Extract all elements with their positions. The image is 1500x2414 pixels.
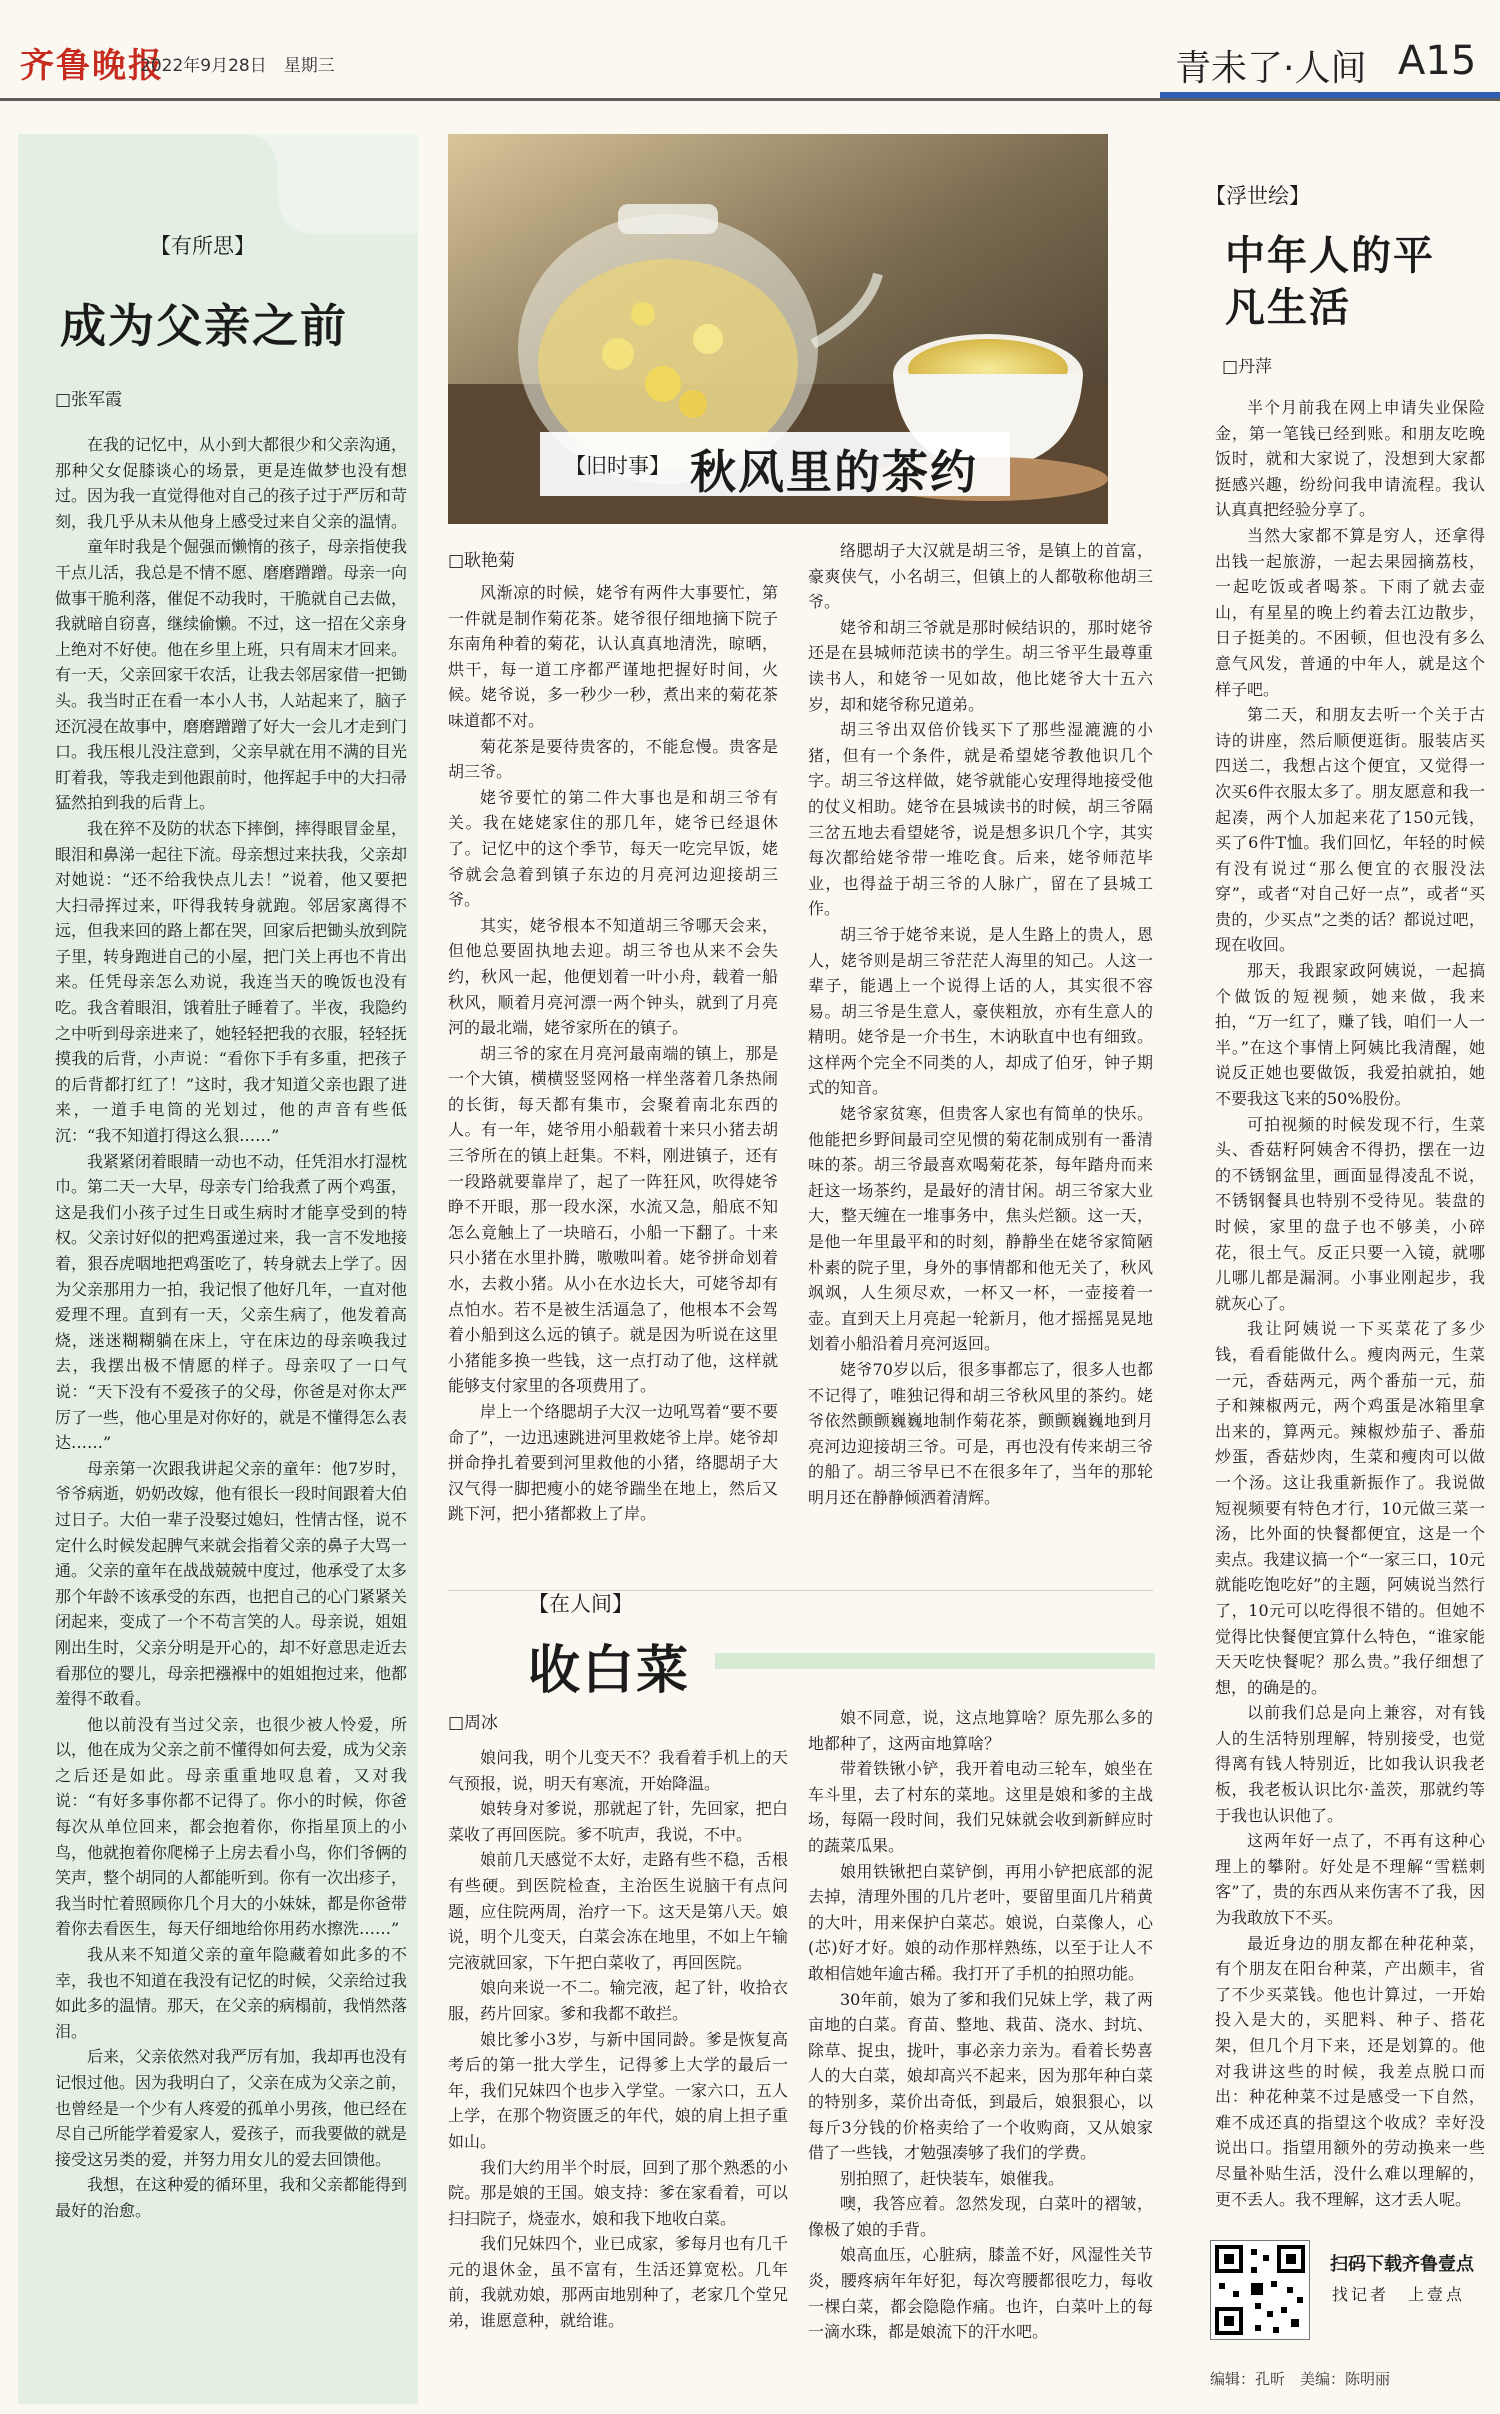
header-rule <box>0 98 1500 101</box>
paragraph: 菊花茶是要待贵客的，不能怠慢。贵客是胡三爷。 <box>448 736 778 782</box>
paragraph: 娘转身对爹说，那就起了针，先回家，把白菜收了再回医院。爹不吭声，我说，不中。 <box>448 1799 788 1844</box>
paragraph: 我从来不知道父亲的童年隐藏着如此多的不幸，我也不知道在我没有记忆的时候，父亲给过我如此多的温情。那天，在父亲的病榻前，我悄然落泪。 <box>55 1945 408 2041</box>
paragraph: 母亲第一次跟我讲起父亲的童年：他7岁时，爷爷病逝，奶奶改嫁，他有很长一段时间跟着大伯过日子。大伯一辈子没娶过媳妇，性情古怪，说不定什么时候发起脾气来就会指着父亲的鼻子大骂一通。父亲的童年在战战兢兢中度过，他承受了太多那个年龄不该承受的东西，也把自己的心门紧紧关闭起来，变成了一个不苟言笑的人。母亲说，姐姐刚出生时，父亲分明是开心的，却不好意思走近去看那位的婴儿，母亲把襁褓中的姐姐抱过来，他都羞得不敢看。 <box>55 1458 408 1709</box>
paragraph: 第二天，和朋友去听一个关于古诗的讲座，然后顺便逛街。服装店买四送二，我想占这个便宜，又觉得一次买6件衣服太多了。朋友愿意和我一起凑，两个人加起来花了150元钱，买了6件T恤。我们回忆，年轻的时候有没有说过“那么便宜的衣服没法穿”，或者“对自己好一点”，或者“买贵的，少买点”之类的话？都说过吧，现在收回。 <box>1215 705 1485 955</box>
paragraph: 我们大约用半个时辰，回到了那个熟悉的小院。那是娘的王国。娘支持：爹在家看着，可以扫扫院子，烧壶水，娘和我下地收白菜。 <box>448 2157 788 2228</box>
paragraph: 可拍视频的时候发现不行，生菜头、香菇籽阿姨舍不得扔，摆在一边的不锈钢盆里，画面显得凌乱不说，不锈钢餐具也特别不受待见。装盘的时候，家里的盘子也不够美，小碎花，很土气。反正只要一入镜，就哪儿哪儿都是漏洞。小事业刚起步，我就灰心了。 <box>1215 1114 1485 1313</box>
paragraph: 娘比爹小3岁，与新中国同龄。爹是恢复高考后的第一批大学生，记得爹上大学的最后一年，我们兄妹四个也步入学堂。一家六口，五人上学，在那个物资匮乏的年代，娘的肩上担子重如山。 <box>448 2029 788 2151</box>
section-name: 青未了·人间 <box>1175 48 1367 89</box>
paragraph: 半个月前我在网上申请失业保险金，第一笔钱已经到账。和朋友吃晚饭时，就和大家说了，没想到大家都挺感兴趣，纷纷问我申请流程。我认认真真把经验分享了。 <box>1215 398 1485 520</box>
cabbage-article-tag: 【在人间】 <box>528 1592 633 1616</box>
masthead <box>0 0 1500 110</box>
paragraph: 岸上一个络腮胡子大汉一边吼骂着“要不要命了”，一边迅速跳进河里救姥爷上岸。姥爷却拼命挣扎着要到河里救他的小猪，络腮胡子大汉气得一脚把瘦小的姥爷踹坐在地上，然后又跳下河，把小猪都救上了岸。 <box>448 1402 778 1524</box>
paragraph: 娘不同意，说，这点地算啥？原先那么多的地都种了，这两亩地算啥？ <box>808 1708 1153 1753</box>
paragraph: 他以前没有当过父亲，也很少被人怜爱，所以，他在成为父亲之前不懂得如何去爱，成为父亲之后还是如此。母亲重重地叹息着，又对我说：“有好多事你都不记得了。你小的时候，你爸每次从单位回来，都会抱着你，你指星顶上的小鸟，他就抱着你爬梯子上房去看小鸟，你们爷俩的笑声，整个胡同的人都能听到。你有一次出疹子，我当时忙着照顾你几个月大的小妹妹，都是你爸带着你去看医生，每天仔细地给你用药水擦洗……” <box>55 1714 408 1939</box>
paragraph: 以前我们总是向上兼容，对有钱人的生活特别理解，特别接受，也觉得离有钱人特别近，比如我认识我老板，我老板认识比尔·盖茨，那就约等于我也认识他了。 <box>1215 1703 1485 1825</box>
paragraph: 娘问我，明个儿变天不？我看着手机上的天气预报，说，明天有寒流，开始降温。 <box>448 1748 788 1793</box>
paragraph: 娘用铁锹把白菜铲倒，再用小铲把底部的泥去掉，清理外围的几片老叶，要留里面几片稍黄的大叶，用来保护白菜芯。娘说，白菜像人，心(芯)好才好。娘的动作那样熟练，以至于让人不敢相信她年逾古稀。我打开了手机的拍照功能。 <box>808 1861 1153 1983</box>
paragraph: 我紧紧闭着眼睛一动也不动，任凭泪水打湿枕巾。第二天一大早，母亲专门给我煮了两个鸡蛋，这是我们小孩子过生日或生病时才能享受到的特权。父亲讨好似的把鸡蛋递过来，我一言不发地接着，狠吞虎咽地把鸡蛋吃了，转身就去上学了。因为父亲那用力一拍，我记恨了他好几年，一直对他爱理不理。直到有一天，父亲生病了，他发着高烧，迷迷糊糊躺在床上，守在床边的母亲唤我过去，我摆出极不情愿的样子。母亲叹了一口气说：“天下没有不爱孩子的父母，你爸是对你太严厉了一些，他心里是对你好的，就是不懂得怎么表达……” <box>55 1151 408 1453</box>
paragraph: 那天，我跟家政阿姨说，一起搞个做饭的短视频，她来做，我来拍，“万一红了，赚了钱，咱们一人一半。”在这个事情上阿姨比我清醒，她说反正她也要做饭，我爱拍就拍，她不要我这飞来的50%股份。 <box>1215 961 1485 1109</box>
qr-sublabel: 找记者 上壹点 <box>1332 2285 1466 2304</box>
paragraph: 姥爷家贫寒，但贵客人家也有简单的快乐。他能把乡野间最司空见惯的菊花制成别有一番清味的茶。胡三爷最喜欢喝菊花茶，每年踏舟而来赶这一场茶约，是最好的清甘闲。胡三爷家大业大，整天缠在一堆事务中，焦头烂额。这一天，是他一年里最平和的时刻，静静坐在姥爷家简陋朴素的院子里，身外的事情都和他无关了，秋风飒飒，人生须尽欢，一杯又一杯，一壶接着一壶。直到天上月亮起一轮新月，他才摇摇晃晃地划着小船沿着月亮河返回。 <box>808 1104 1153 1354</box>
paragraph: 这两年好一点了，不再有这种心理上的攀附。好处是不理解“雪糕刺客”了，贵的东西从来伤害不了我，因为我敢放下不买。 <box>1215 1831 1485 1928</box>
right-article-tag: 【浮世绘】 <box>1205 184 1310 208</box>
middle-article-byline: □耿艳菊 <box>448 551 516 571</box>
paragraph: 最近身边的朋友都在种花种菜，有个朋友在阳台种菜，产出颇丰，省了不少买菜钱。他也计算过，一开始投入是大的，买肥料、种子、搭花架，但几个月下来，还是划算的。他对我讲这些的时候，我差点脱口而出：种花种菜不过是感受一下自然，难不成还真的指望这个收成？幸好没说出口。指望用额外的劳动换来一些尽量补贴生活，没什么难以理解的，更不丢人。我不理解，这才丢人呢。 <box>1215 1933 1485 2209</box>
cabbage-article-title: 收白菜 <box>528 1640 691 1701</box>
paragraph: 娘高血压，心脏病，膝盖不好，风湿性关节炎，腰疼病年年好犯，每次弯腰都很吃力，每收一棵白菜，都会隐隐作痛。也许，白菜叶上的每一滴水珠，都是娘流下的汗水吧。 <box>808 2245 1153 2342</box>
paragraph: 娘前几天感觉不太好，走路有些不稳，舌根有些硬。到医院检查，主治医生说脑干有点问题，应住院两周，治疗一下。这天是第八天。娘说，明个儿变天，白菜会冻在地里，不如上午输完液就回家，下午把白菜收了，再回医院。 <box>448 1850 788 1972</box>
title-accent-bar <box>715 1653 1155 1669</box>
paragraph: 络腮胡子大汉就是胡三爷，是镇上的首富，豪爽侠气，小名胡三，但镇上的人都敬称他胡三爷。 <box>808 541 1153 612</box>
right-article-body <box>1215 395 1485 2209</box>
cabbage-article-column-1 <box>448 1745 788 2355</box>
paragraph: 我想，在这种爱的循环里，我和父亲都能得到最好的治愈。 <box>55 2175 408 2220</box>
paragraph: 我让阿姨说一下买菜花了多少钱，看看能做什么。瘦肉两元，生菜一元，香菇两元，两个番茄一元，茄子和辣椒两元，两个鸡蛋是冰箱里拿出来的，算两元。辣椒炒茄子、番茄炒蛋，香菇炒肉，生菜和瘦肉可以做一个汤。这让我重新振作了。我说做短视频要有特色才行，10元做三菜一汤，比外面的快餐都便宜，这是一个卖点。我建议搞一个“一家三口，10元就能吃饱吃好”的主题，阿姨说当然行了，10元可以吃得很不错的。但她不觉得比快餐便宜算什么特色，“谁家能天天吃快餐呢？那么贵。”我仔细想了想，的确是的。 <box>1215 1319 1485 1697</box>
middle-article-column-2 <box>808 538 1153 1558</box>
left-article-tag: 【有所思】 <box>150 234 255 258</box>
middle-article-tag: 【旧时事】 <box>565 454 670 478</box>
paragraph: 姥爷要忙的第二件大事也是和胡三爷有关。我在姥姥家住的那几年，姥爷已经退休了。记忆中的这个季节，每天一吃完早饭，姥爷就会急着到镇子东边的月亮河边迎接胡三爷。 <box>448 787 778 910</box>
paragraph: 当然大家都不算是穷人，还拿得出钱一起旅游，一起去果园摘荔枝，一起吃饭或者喝茶。下雨了就去壶山，有星星的晚上约着去江边散步，日子挺美的。不困顿，但也没有多么意气风发，普通的中年人，就是这个样子吧。 <box>1215 525 1485 699</box>
paragraph: 后来，父亲依然对我严厉有加，我却再也没有记恨过他。因为我明白了，父亲在成为父亲之前，也曾经是一个少有人疼爱的孤单小男孩，他已经在尽自己所能学着爱家人，爱孩子，而我要做的就是接受这另类的爱，并努力用女儿的爱去回馈他。 <box>55 2047 408 2169</box>
paragraph: 风渐凉的时候，姥爷有两件大事要忙，第一件就是制作菊花茶。姥爷很仔细地摘下院子东南角种着的菊花，认认真真地清洗，晾晒，烘干，每一道工序都严谨地把握好时间，火候。姥爷说，多一秒少一秒，煮出来的菊花茶味道都不对。 <box>448 583 778 730</box>
editor-credits: 编辑：孔昕 美编：陈明丽 <box>1210 2370 1391 2388</box>
paragraph: 胡三爷的家在月亮河最南端的镇上，那是一个大镇，横横竖竖网格一样坐落着几条热闹的长街，每天都有集市，会聚着南北东西的人。有一年，姥爷用小船载着十来只小猪去胡三爷所在的镇上赶集。不料，刚进镇子，还有一段路就要靠岸了，起了一阵狂风，吹得姥爷睁不开眼，那一段水深，水流又急，船底不知怎么竟触上了一块暗石，小船一下翻了。十来只小猪在水里扑腾，嗷嗷叫着。姥爷拼命划着水，去救小猪。从小在水边长大，可姥爷却有点怕水。若不是被生活逼急了，他根本不会驾着小船到这么远的镇子。就是因为听说在这里小猪能多换一些钱，这一点打动了他，这样就能够支付家里的各项费用了。 <box>448 1043 778 1396</box>
paragraph: 在我的记忆中，从小到大都很少和父亲沟通，那种父女促膝谈心的场景，更是连做梦也没有想过。因为我一直觉得他对自己的孩子过于严厉和苛刻，我几乎从未从他身上感受过来自父亲的温情。 <box>55 435 408 531</box>
issue-date: 2022年9月28日 星期三 <box>140 56 335 76</box>
paragraph: 姥爷70岁以后，很多事都忘了，很多人也都不记得了，唯独记得和胡三爷秋风里的茶约。姥爷依然颤颤巍巍地制作菊花茶，颤颤巍巍地到月亮河边迎接胡三爷。可是，再也没有传来胡三爷的船了。胡三爷早已不在很多年了，当年的那轮明月还在静静倾洒着清辉。 <box>808 1360 1153 1507</box>
paragraph: 姥爷和胡三爷就是那时候结识的，那时姥爷还是在县城师范读书的学生。胡三爷平生最尊重读书人，和姥爷一见如故，他比姥爷大十五六岁，却和姥爷称兄道弟。 <box>808 617 1153 714</box>
paragraph: 胡三爷于姥爷来说，是人生路上的贵人，恩人，姥爷则是胡三爷茫茫人海里的知己。人这一辈子，能遇上一个说得上话的人，其实很不容易。胡三爷是生意人，豪侠粗放，亦有生意人的精明。姥爷是一介书生，木讷耿直中也有细致。这样两个完全不同类的人，却成了伯牙，钟子期式的知音。 <box>808 924 1153 1098</box>
left-article-byline: □张军霞 <box>55 390 123 410</box>
page-number: A15 <box>1398 38 1477 84</box>
paragraph: 胡三爷出双倍价钱买下了那些湿漉漉的小猪，但有一个条件，就是希望姥爷教他识几个字。胡三爷这样做，姥爷就能心安理得地接受他的仗义相助。姥爷在县城读书的时候，胡三爷隔三岔五地去看望姥爷，说是想多识几个字，其实每次都给姥爷带一堆吃食。后来，姥爷师范毕业，也得益于胡三爷的人脉广，留在了县城工作。 <box>808 720 1153 919</box>
right-article-title: 中年人的平凡生活 <box>1225 232 1435 331</box>
middle-article-column-1 <box>448 580 778 1560</box>
qr-label: 扫码下载齐鲁壹点 <box>1330 2254 1474 2275</box>
cabbage-article-column-2 <box>808 1705 1153 2355</box>
qr-code-icon[interactable] <box>1210 2240 1310 2340</box>
paragraph: 带着铁锹小铲，我开着电动三轮车，娘坐在车斗里，去了村东的菜地。这里是娘和爹的主战场，每隔一段时间，我们兄妹就会收到新鲜应时的蔬菜瓜果。 <box>808 1759 1153 1855</box>
paragraph: 我们兄妹四个，业已成家，爹每月也有几千元的退休金，虽不富有，生活还算宽松。几年前，我就劝娘，那两亩地别种了，老家几个堂兄弟，谁愿意种，就给谁。 <box>448 2234 788 2331</box>
left-article-title: 成为父亲之前 <box>60 299 348 353</box>
middle-article-title: 秋风里的茶约 <box>690 445 978 499</box>
paragraph: 其实，姥爷根本不知道胡三爷哪天会来，但他总要固执地去迎。胡三爷也从来不会失约，秋风一起，他便划着一叶小舟，载着一船秋风，顺着月亮河漂一两个钟头，就到了月亮河的最北端，姥爷家所在的镇子。 <box>448 915 778 1038</box>
paragraph: 童年时我是个倔强而懒惰的孩子，母亲指使我干点儿活，我总是不情不愿、磨磨蹭蹭。母亲一向做事干脆利落，催促不动我时，干脆就自己去做，我就暗自窃喜，继续偷懒。不过，这一招在父亲身上绝对不好使。他在乡里上班，只有周末才回来。有一天，父亲回家干农活，让我去邻居家借一把锄头。我当时正在看一本小人书，人站起来了，脑子还沉浸在故事中，磨磨蹭蹭了好大一会儿才走到门口。我压根儿没注意到，父亲早就在用不满的目光盯着我，等我走到他跟前时，他挥起手中的大扫帚猛然拍到我的后背上。 <box>55 537 408 813</box>
paragraph: 噢，我答应着。忽然发现，白菜叶的褶皱，像极了娘的手背。 <box>808 2194 1153 2239</box>
paragraph: 我在猝不及防的状态下摔倒，摔得眼冒金星，眼泪和鼻涕一起往下流。母亲想过来扶我，父亲却对她说：“还不给我快点儿去！”说着，他又要把大扫帚挥过来，吓得我转身就跑。邻居家离得不远，但我来回的路上都在哭，回家后把锄头放到院子里，转身跑进自己的小屋，把门关上再也不肯出来。任凭母亲怎么劝说，我连当天的晚饭也没有吃。我含着眼泪，饿着肚子睡着了。半夜，我隐约之中听到母亲进来了，她轻轻把我的衣服，轻轻抚摸我的后背，小声说：“看你下手有多重，把孩子的后背都打红了！”这时，我才知道父亲也跟了进来，一道手电筒的光划过，他的声音有些低沉：“我不知道打得这么狠……” <box>55 818 408 1146</box>
newspaper-logo: 齐鲁晚报 <box>20 46 164 86</box>
left-article-body <box>55 432 407 2387</box>
cabbage-article-byline: □周冰 <box>448 1713 499 1733</box>
paragraph: 别拍照了，赶快装车，娘催我。 <box>840 2168 1065 2188</box>
paragraph: 30年前，娘为了爹和我们兄妹上学，栽了两亩地的白菜。育苗、整地、栽苗、浇水、封坑、除草、捉虫，拢叶，事必亲力亲为。看着长势喜人的大白菜，娘却高兴不起来，因为那年种白菜的特别多，菜价出奇低，到最后，娘狠狠心，以每斤3分钱的价格卖给了一个收购商，又从娘家借了一些钱，才勉强凑够了我们的学费。 <box>808 1989 1153 2163</box>
right-article-byline: □丹萍 <box>1222 357 1273 377</box>
paragraph: 娘向来说一不二。输完液，起了针，收拾衣服，药片回家。爹和我都不敢拦。 <box>448 1978 788 2023</box>
